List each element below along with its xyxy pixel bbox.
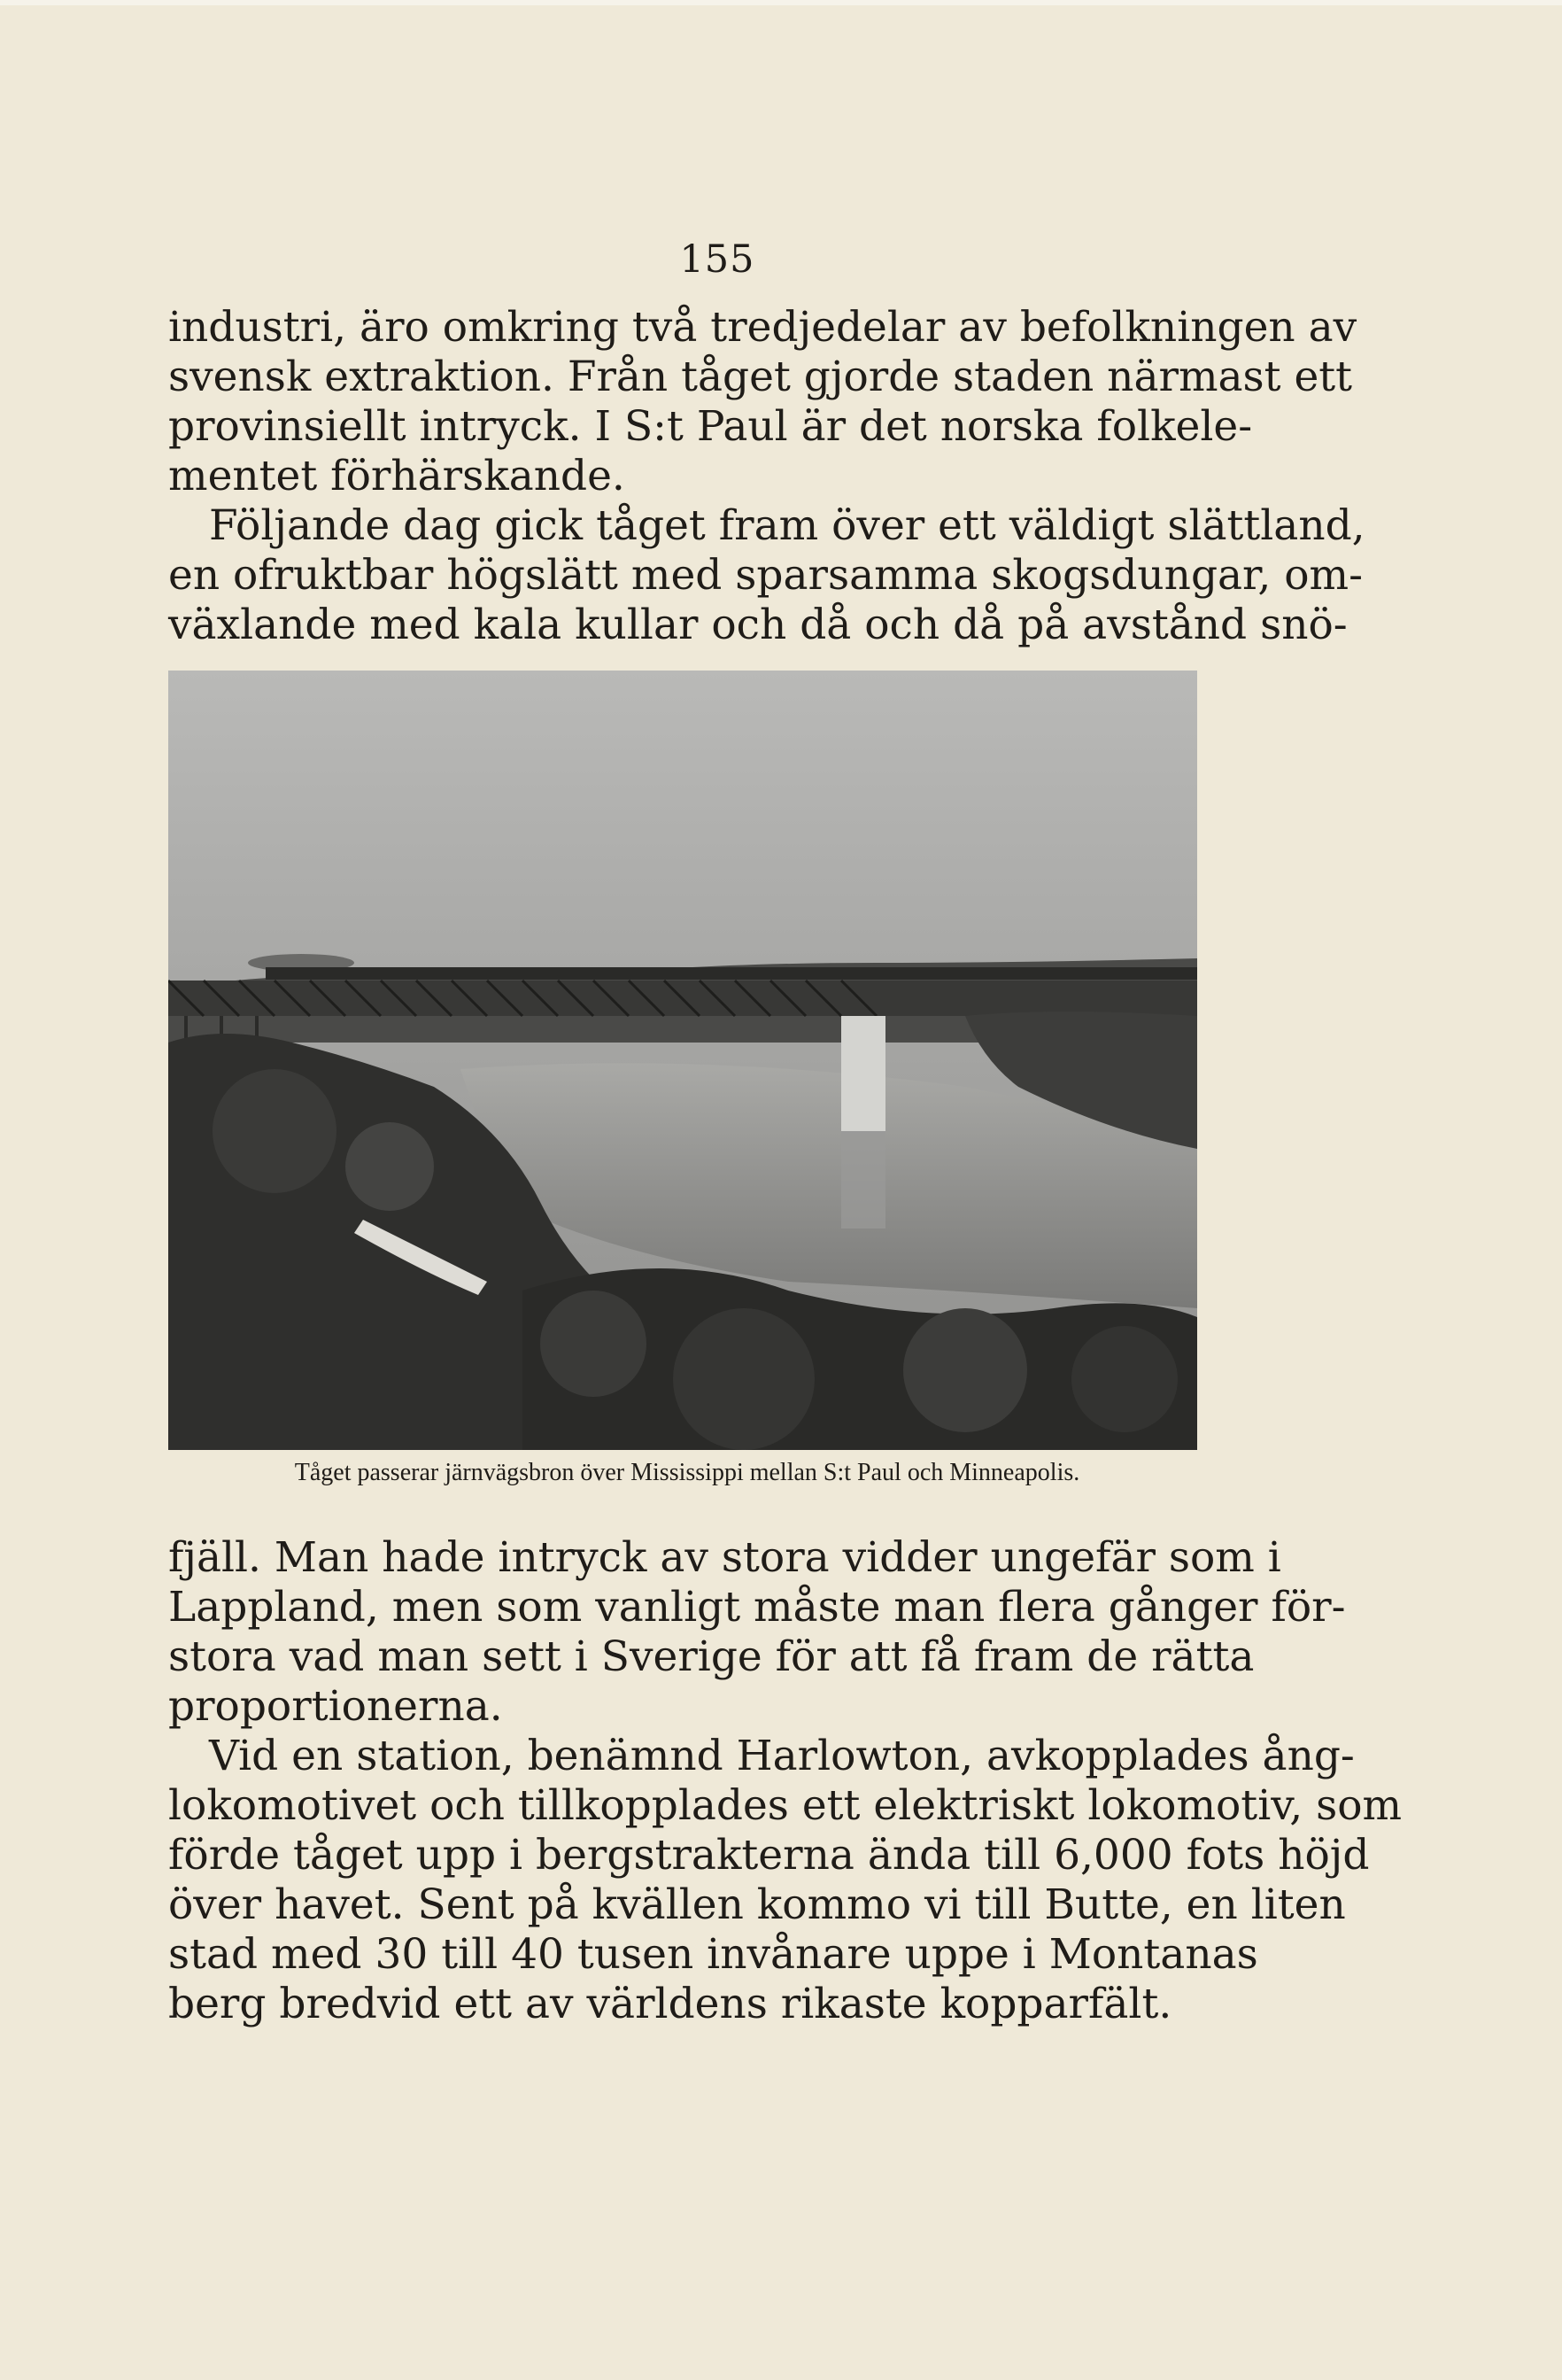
text-line: berg bredvid ett av världens rikaste kopparfält. [168, 1980, 1172, 2028]
text-line: Lappland, men som vanligt måste man flera gånger för- [168, 1583, 1346, 1632]
paragraph-top [168, 303, 1365, 650]
page-edge [0, 0, 1562, 5]
text-line: lokomotivet och tillkopplades ett elektriskt lokomotiv, som [168, 1781, 1403, 1830]
text-line: industri, äro omkring två tredjedelar av befolkningen av [168, 303, 1357, 352]
text-line: svensk extraktion. Från tåget gjorde staden närmast ett [168, 353, 1353, 401]
paragraph-bottom [168, 1533, 1403, 2029]
photo-illustration [168, 671, 1197, 1450]
text-line: förde tåget upp i bergstrakterna ända till 6,000 fots höjd [168, 1831, 1370, 1880]
text-line: en ofruktbar högslätt med sparsamma skogsdungar, om- [168, 551, 1363, 600]
text-line: provinsiellt intryck. I S:t Paul är det norska folkele- [168, 402, 1253, 451]
text-line: stad med 30 till 40 tusen invånare uppe i Montanas [168, 1930, 1258, 1979]
bridge-photograph [168, 671, 1197, 1450]
text-line: stora vad man sett i Sverige för att få fram de rätta [168, 1632, 1255, 1681]
text-line: över havet. Sent på kvällen kommo vi till Butte, en liten [168, 1880, 1346, 1929]
page-number: 155 [679, 237, 755, 282]
photo-caption: Tåget passerar järnvägsbron över Mississippi mellan S:t Paul och Minneapolis. [294, 1459, 1080, 1486]
text-line: Vid en station, benämnd Harlowton, avkopplades ång- [209, 1732, 1355, 1780]
text-line: proportionerna. [168, 1682, 503, 1731]
text-line: Följande dag gick tåget fram över ett väldigt slättland, [209, 501, 1365, 550]
text-line: fjäll. Man hade intryck av stora vidder ungefär som i [168, 1533, 1281, 1582]
text-line: växlande med kala kullar och då och då på avstånd snö- [168, 601, 1348, 649]
text-line: mentet förhärskande. [168, 452, 625, 500]
